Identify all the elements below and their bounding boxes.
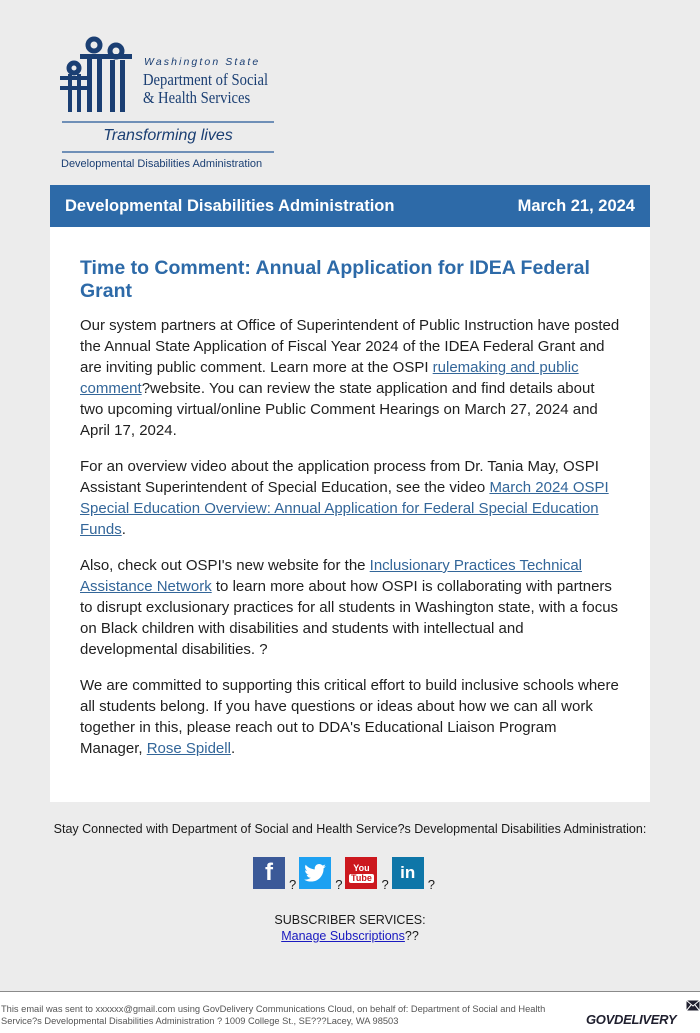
banner-date: March 21, 2024 <box>517 196 635 215</box>
stay-connected-text: Stay Connected with Department of Social and Health Service?s Developmental Disabilities Administration: <box>53 822 647 836</box>
text: . <box>121 521 126 538</box>
article-headline: Time to Comment: Annual Application for IDEA Federal Grant <box>80 257 590 302</box>
subscriber-services <box>0 912 700 944</box>
logo-dept-line2: & Health Services <box>143 88 251 107</box>
youtube-tube: Tube <box>351 872 372 883</box>
logo-dept-line1: Department of Social <box>143 70 269 89</box>
inclusionary-practices-link[interactable]: Inclusionary Practices Technical Assistance Network <box>80 557 582 595</box>
rulemaking-link[interactable]: rulemaking and public comment <box>80 359 579 397</box>
logo-divider <box>62 151 274 153</box>
separator: ? <box>381 877 389 892</box>
subscriber-label: SUBSCRIBER SERVICES: <box>274 913 426 927</box>
govdelivery-wordmark: govdelivery <box>586 1008 677 1028</box>
separator: ? <box>289 877 297 892</box>
dshs-logo[interactable] <box>58 34 278 174</box>
logo-state-line: Washington State <box>144 56 261 68</box>
footer-disclaimer: This email was sent to xxxxxx@gmail.com using GovDelivery Communications Cloud, on behalf of: Department of Social and Health Service?s Developmental Disabilities Administration ? 1009 College St., SE???Lacey, WA 98503 <box>1 1004 546 1026</box>
govdelivery-logo[interactable] <box>586 1008 676 1029</box>
linkedin-icon[interactable]: in <box>392 857 424 889</box>
banner-title: Developmental Disabilities Administration <box>65 196 395 215</box>
logo-tagline: Transforming lives <box>103 127 233 144</box>
youtube-you: You <box>353 862 370 873</box>
logo-division: Developmental Disabilities Administration <box>61 158 263 170</box>
article-paragraph-2 <box>80 456 620 540</box>
header-banner <box>50 185 650 227</box>
separator: ? <box>427 877 435 892</box>
overview-video-link[interactable]: March 2024 OSPI Special Education Overview: Annual Application for Federal Special Education Funds <box>80 479 609 538</box>
text: . <box>230 740 236 757</box>
separator: ? <box>335 877 343 892</box>
rose-spidell-link[interactable]: Rose Spidell <box>146 740 231 757</box>
text: We are committed to supporting this critical effort to build inclusive schools where all students belong. If you have questions or ideas about how we can all work together in this, please reach out to DDA's Educational Liaison Program Manager, <box>80 677 619 757</box>
social-links <box>253 857 438 892</box>
twitter-bird-icon <box>304 864 326 882</box>
twitter-icon[interactable] <box>299 857 331 889</box>
manage-subscriptions-link[interactable]: Manage Subscriptions <box>281 929 405 943</box>
youtube-icon[interactable] <box>345 857 377 889</box>
logo-divider <box>62 121 274 123</box>
text: to learn more about how OSPI is collaborating with partners to disrupt exclusionary practices for all students in Washington state, with a focus on Black children with disabilities and students with intellectual and developmental disabilities. ? <box>80 578 619 658</box>
logo-department <box>143 71 268 107</box>
article-paragraph-4 <box>80 675 620 759</box>
text: Also, check out OSPI's new website for the <box>80 557 370 574</box>
text: ?? <box>404 929 419 943</box>
article-paragraph-3 <box>80 555 620 660</box>
family-figures-icon <box>60 36 136 112</box>
facebook-icon[interactable]: f <box>253 857 285 889</box>
text: For an overview video about the application process from Dr. Tania May, OSPI Assistant Superintendent of Special Education, see the video <box>80 458 599 496</box>
envelope-icon <box>686 1000 700 1011</box>
text: Our system partners at Office of Superintendent of Public Instruction have posted the Annual State Application of Fiscal Year 2024 of the IDEA Federal Grant and are inviting public comment. Learn more at the OSPI <box>80 317 620 376</box>
text: ?website. You can review the state application and find details about two upcoming virtual/online Public Comment Hearings on March 27, 2024 and April 17, 2024. <box>80 380 598 439</box>
article-card <box>50 227 650 802</box>
article-paragraph-1 <box>80 315 620 441</box>
